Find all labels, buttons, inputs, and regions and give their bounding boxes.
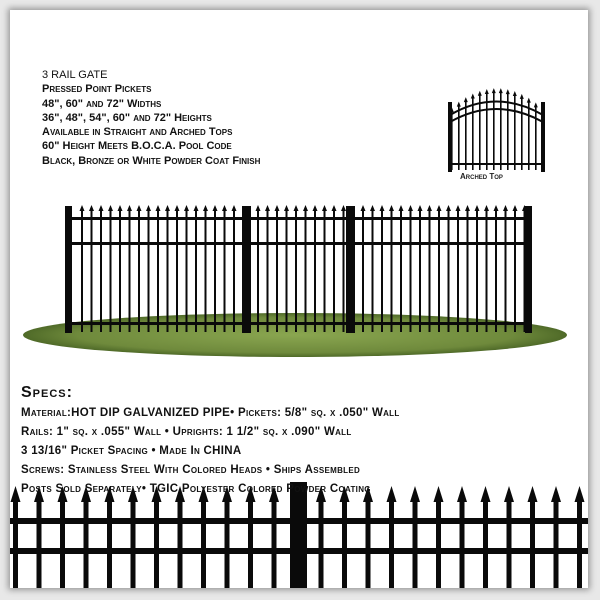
arched-picket (472, 97, 474, 170)
closeup-picket (389, 500, 394, 588)
arched-picket-point (471, 93, 475, 98)
picket-point (494, 205, 499, 211)
closeup-picket (84, 500, 89, 588)
picket-point (399, 205, 404, 211)
picket-point (475, 205, 480, 211)
feature-item: Pressed Point Pickets (42, 83, 152, 96)
arched-picket (465, 101, 467, 170)
rail (353, 217, 530, 220)
closeup-picket (507, 500, 512, 588)
closeup-picket (319, 500, 324, 588)
arched-picket-point (457, 102, 461, 107)
closeup-picket (342, 500, 347, 588)
closeup-picket (13, 500, 18, 588)
feature-item: 60" Height Meets B.O.C.A. Pool Code (42, 140, 232, 153)
picket (333, 210, 335, 332)
picket (391, 210, 393, 332)
rail (248, 217, 348, 220)
picket-point (313, 205, 318, 211)
rail (353, 322, 530, 325)
arched-picket (535, 106, 537, 170)
picket (381, 210, 383, 332)
arched-picket-point (513, 91, 517, 96)
picket (167, 210, 169, 332)
picket-point (89, 205, 94, 211)
picket-point (294, 205, 299, 211)
closeup-picket (554, 500, 559, 588)
picket-point (332, 205, 337, 211)
picket-point (222, 205, 227, 211)
picket (400, 210, 402, 332)
picket-point (184, 205, 189, 211)
picket-point (203, 205, 208, 211)
picket-point (156, 205, 161, 211)
picket (157, 210, 159, 332)
feature-item: Black, Bronze or White Powder Coat Finish (42, 154, 261, 167)
picket (176, 210, 178, 332)
picket-point (108, 205, 113, 211)
arched-picket (493, 92, 495, 170)
picket-point (175, 205, 180, 211)
arched-picket (486, 93, 488, 170)
picket-point (303, 205, 308, 211)
rail (353, 242, 530, 245)
closeup-picket-point (11, 486, 21, 502)
picket-point (427, 205, 432, 211)
arched-picket (507, 93, 509, 170)
rail (72, 322, 242, 325)
arched-picket-point (478, 91, 482, 96)
closeup-picket-point (575, 486, 585, 502)
arched-picket (521, 98, 523, 170)
picket-point (465, 205, 470, 211)
picket (324, 210, 326, 332)
spec-line: Posts Sold Separately• TGIC Polyester Colored Powder Coating (21, 483, 371, 495)
closeup-picket (530, 500, 535, 588)
picket-point (194, 205, 199, 211)
closeup-picket (178, 500, 183, 588)
spec-line: Rails: 1" sq. x .055" Wall • Uprights: 1 1/2" sq. x .090" Wall (21, 426, 352, 438)
arched-picket-point (534, 102, 538, 107)
closeup-picket (483, 500, 488, 588)
arched-picket (479, 95, 481, 170)
arched-rail (450, 163, 543, 165)
picket-point (380, 205, 385, 211)
arched-picket-point (527, 98, 531, 103)
closeup-picket-point (551, 486, 561, 502)
picket (305, 210, 307, 332)
picket-point (437, 205, 442, 211)
arched-post (541, 102, 545, 172)
post (525, 206, 532, 333)
arched-post (448, 102, 452, 172)
closeup-picket (201, 500, 206, 588)
picket-point (408, 205, 413, 211)
post (242, 206, 251, 333)
rail (248, 322, 348, 325)
picket (286, 210, 288, 332)
closeup-picket (436, 500, 441, 588)
spec-line: 3 13/16" Picket Spacing • Made In CHINA (21, 445, 242, 457)
arched-picket (528, 102, 530, 170)
arched-picket (458, 106, 460, 170)
closeup-picket-point (528, 486, 538, 502)
feature-item: 36", 48", 54", 60" and 72" Heights (42, 111, 212, 124)
closeup-picket (60, 500, 65, 588)
closeup-picket (272, 500, 277, 588)
closeup-picket (37, 500, 42, 588)
picket-point (484, 205, 489, 211)
arched-picket-point (464, 97, 468, 102)
rail (72, 217, 242, 220)
picket-point (232, 205, 237, 211)
picket (505, 210, 507, 332)
picket (438, 210, 440, 332)
spec-line: Material:HOT DIP GALVANIZED PIPE• Pickets: 5/8" sq. x .050" Wall (21, 407, 400, 419)
picket-point (370, 205, 375, 211)
feature-item: Available in Straight and Arched Tops (42, 126, 233, 139)
arched-picket-point (492, 88, 496, 93)
closeup-picket (154, 500, 159, 588)
closeup-picket-point (504, 486, 514, 502)
arched-picket-point (499, 88, 503, 93)
arched-picket-point (485, 89, 489, 94)
arched-top-label: Arched Top (460, 172, 503, 181)
closeup-picket (460, 500, 465, 588)
picket (448, 210, 450, 332)
picket (81, 210, 83, 332)
closeup-picket (366, 500, 371, 588)
specs-title: Specs: (21, 384, 73, 401)
closeup-picket-point (457, 486, 467, 502)
picket (205, 210, 207, 332)
arched-picket-point (520, 94, 524, 99)
picket-point (446, 205, 451, 211)
picket-point (146, 205, 151, 211)
picket-point (265, 205, 270, 211)
picket (257, 210, 259, 332)
picket (314, 210, 316, 332)
closeup-picket-point (410, 486, 420, 502)
arched-picket-point (506, 89, 510, 94)
closeup-picket (413, 500, 418, 588)
rail (72, 242, 242, 245)
closeup-picket (107, 500, 112, 588)
picket (224, 210, 226, 332)
closeup-picket (577, 500, 582, 588)
closeup-picket (248, 500, 253, 588)
picket-point (80, 205, 85, 211)
post (346, 206, 355, 333)
closeup-picket-point (434, 486, 444, 502)
picket (457, 210, 459, 332)
feature-item: 48", 60" and 72" Widths (42, 97, 162, 110)
picket (186, 210, 188, 332)
post (65, 206, 72, 333)
picket (514, 210, 516, 332)
closeup-picket (225, 500, 230, 588)
picket (495, 210, 497, 332)
picket-point (137, 205, 142, 211)
picket-point (118, 205, 123, 211)
picket-point (99, 205, 104, 211)
picket-point (418, 205, 423, 211)
picket-point (341, 205, 346, 211)
picket (119, 210, 121, 332)
picket-point (322, 205, 327, 211)
closeup-picket-point (481, 486, 491, 502)
picket (148, 210, 150, 332)
feature-item: 3 RAIL GATE (42, 69, 108, 81)
picket (195, 210, 197, 332)
picket (138, 210, 140, 332)
picket-point (256, 205, 261, 211)
picket (486, 210, 488, 332)
picket (214, 210, 216, 332)
fence-illustration (10, 10, 588, 588)
picket (233, 210, 235, 332)
picket (343, 210, 345, 332)
picket-point (284, 205, 289, 211)
picket (429, 210, 431, 332)
product-panel (10, 10, 588, 588)
picket (100, 210, 102, 332)
closeup-picket (131, 500, 136, 588)
picket-point (213, 205, 218, 211)
picket-point (361, 205, 366, 211)
picket (129, 210, 131, 332)
arched-picket (500, 92, 502, 170)
picket (410, 210, 412, 332)
arched-picket (514, 95, 516, 170)
spec-line: Screws: Stainless Steel With Colored Heads • Ships Assembled (21, 464, 361, 476)
picket (419, 210, 421, 332)
picket-point (503, 205, 508, 211)
picket-point (165, 205, 170, 211)
picket (295, 210, 297, 332)
picket-point (389, 205, 394, 211)
picket-point (275, 205, 280, 211)
picket-point (513, 205, 518, 211)
picket (267, 210, 269, 332)
picket (110, 210, 112, 332)
picket (467, 210, 469, 332)
picket (276, 210, 278, 332)
picket-point (456, 205, 461, 211)
rail (248, 242, 348, 245)
picket (91, 210, 93, 332)
picket (476, 210, 478, 332)
picket-point (127, 205, 132, 211)
picket (372, 210, 374, 332)
picket (362, 210, 364, 332)
specs-section (21, 382, 400, 499)
